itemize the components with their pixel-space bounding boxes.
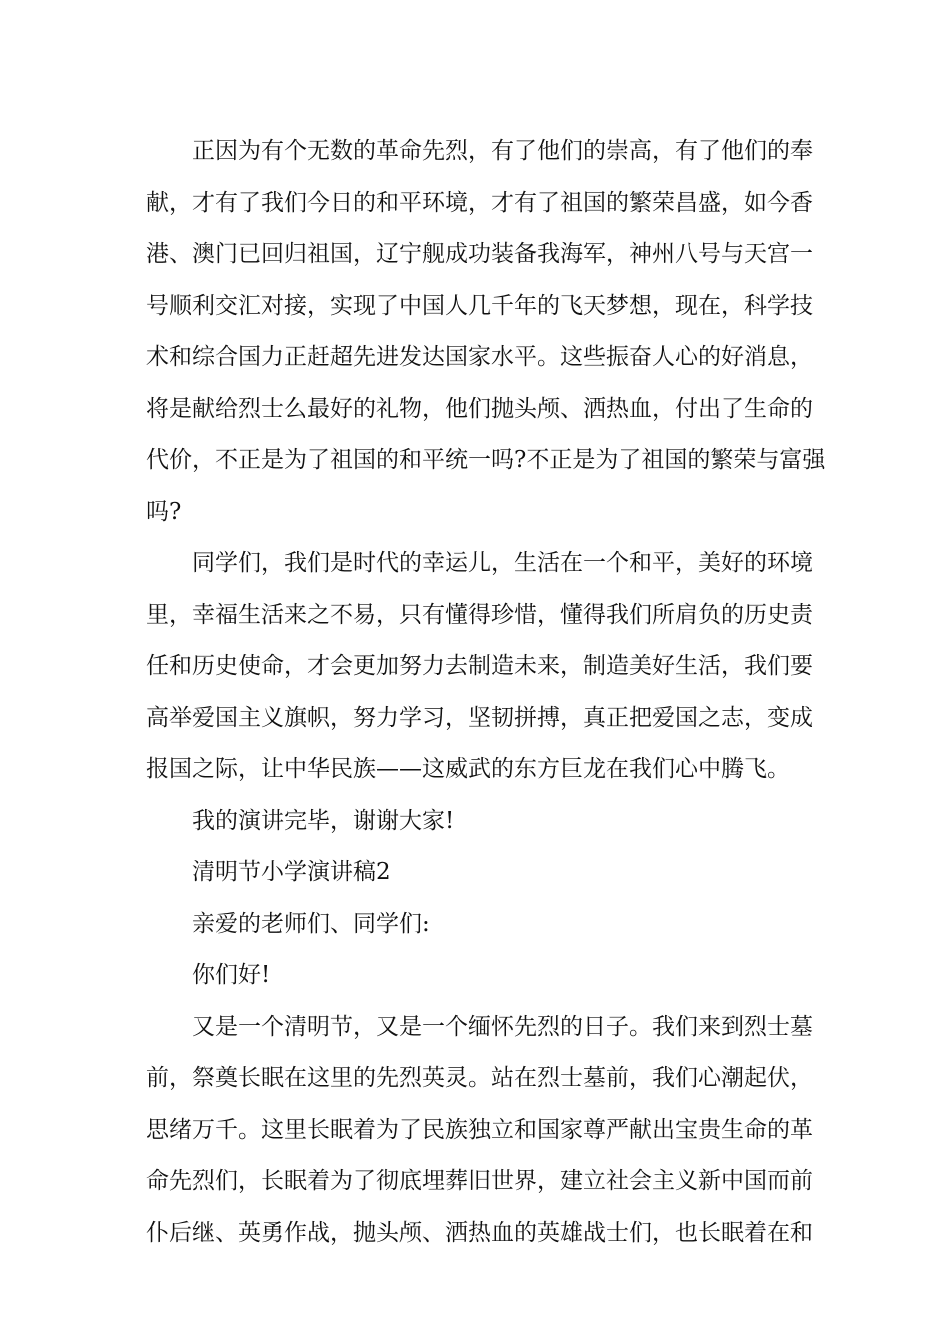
closing-line (146, 796, 810, 848)
text-line: 仆后继、英勇作战，抛头颅、洒热血的英雄战士们，也长眠着在和 (146, 1219, 813, 1246)
salutation-text: 亲爱的老师们、同学们: (192, 910, 430, 937)
text-line: 又是一个清明节，又是一个缅怀先烈的日子。我们来到烈士墓 (192, 1013, 813, 1040)
text-line: 报国之际，让中华民族——这威武的东方巨龙在我们心中腾飞。 (146, 756, 790, 782)
greeting-text: 你们好! (192, 962, 271, 988)
closing-text: 我的演讲完毕，谢谢大家! (192, 807, 455, 834)
greeting (146, 950, 810, 1002)
text-line: 命先烈们，长眠着为了彻底埋葬旧世界，建立社会主义新中国而前 (146, 1168, 813, 1194)
text-line: 将是献给烈士么最好的礼物，他们抛头颅、洒热血，付出了生命的 (146, 395, 813, 422)
text-line: 任和历史使命，才会更加努力去制造未来，制造美好生活，我们要 (146, 653, 813, 679)
document-body (146, 126, 826, 1259)
text-line: 前，祭奠长眠在这里的先烈英灵。站在烈士墓前，我们心潮起伏， (146, 1065, 813, 1091)
text-line: 里，幸福生活来之不易，只有懂得珍惜，懂得我们所肩负的历史责 (146, 601, 813, 628)
paragraph-qingming (146, 1002, 813, 1260)
text-line: 献，才有了我们今日的和平环境，才有了祖国的繁荣昌盛，如今香 (146, 189, 813, 216)
text-line: 高举爱国主义旗帜，努力学习，坚韧拼搏，真正把爱国之志，变成 (146, 704, 813, 731)
text-line: 港、澳门已回归祖国，辽宁舰成功装备我海军，神州八号与天宫一 (146, 241, 813, 267)
text-line: 吗? (146, 498, 182, 525)
text-line: 号顺利交汇对接，实现了中国人几千年的飞天梦想，现在，科学技 (146, 292, 813, 319)
text-line: 同学们，我们是时代的幸运儿，生活在一个和平，美好的环境 (192, 550, 813, 576)
text-line: 术和综合国力正赶超先进发达国家水平。这些振奋人心的好消息， (146, 344, 813, 370)
paragraph-students (146, 538, 813, 796)
text-line: 思绪万千。这里长眠着为了民族独立和国家尊严献出宝贵生命的革 (146, 1116, 813, 1143)
speech-title (146, 847, 810, 899)
text-line: 正因为有个无数的革命先烈，有了他们的崇高，有了他们的奉 (192, 138, 813, 164)
text-line: 代价，不正是为了祖国的和平统一吗?不正是为了祖国的繁荣与富强 (146, 447, 826, 473)
speech-title-text: 清明节小学演讲稿2 (192, 859, 391, 885)
salutation (146, 899, 810, 951)
paragraph-sacrifice (146, 126, 826, 538)
